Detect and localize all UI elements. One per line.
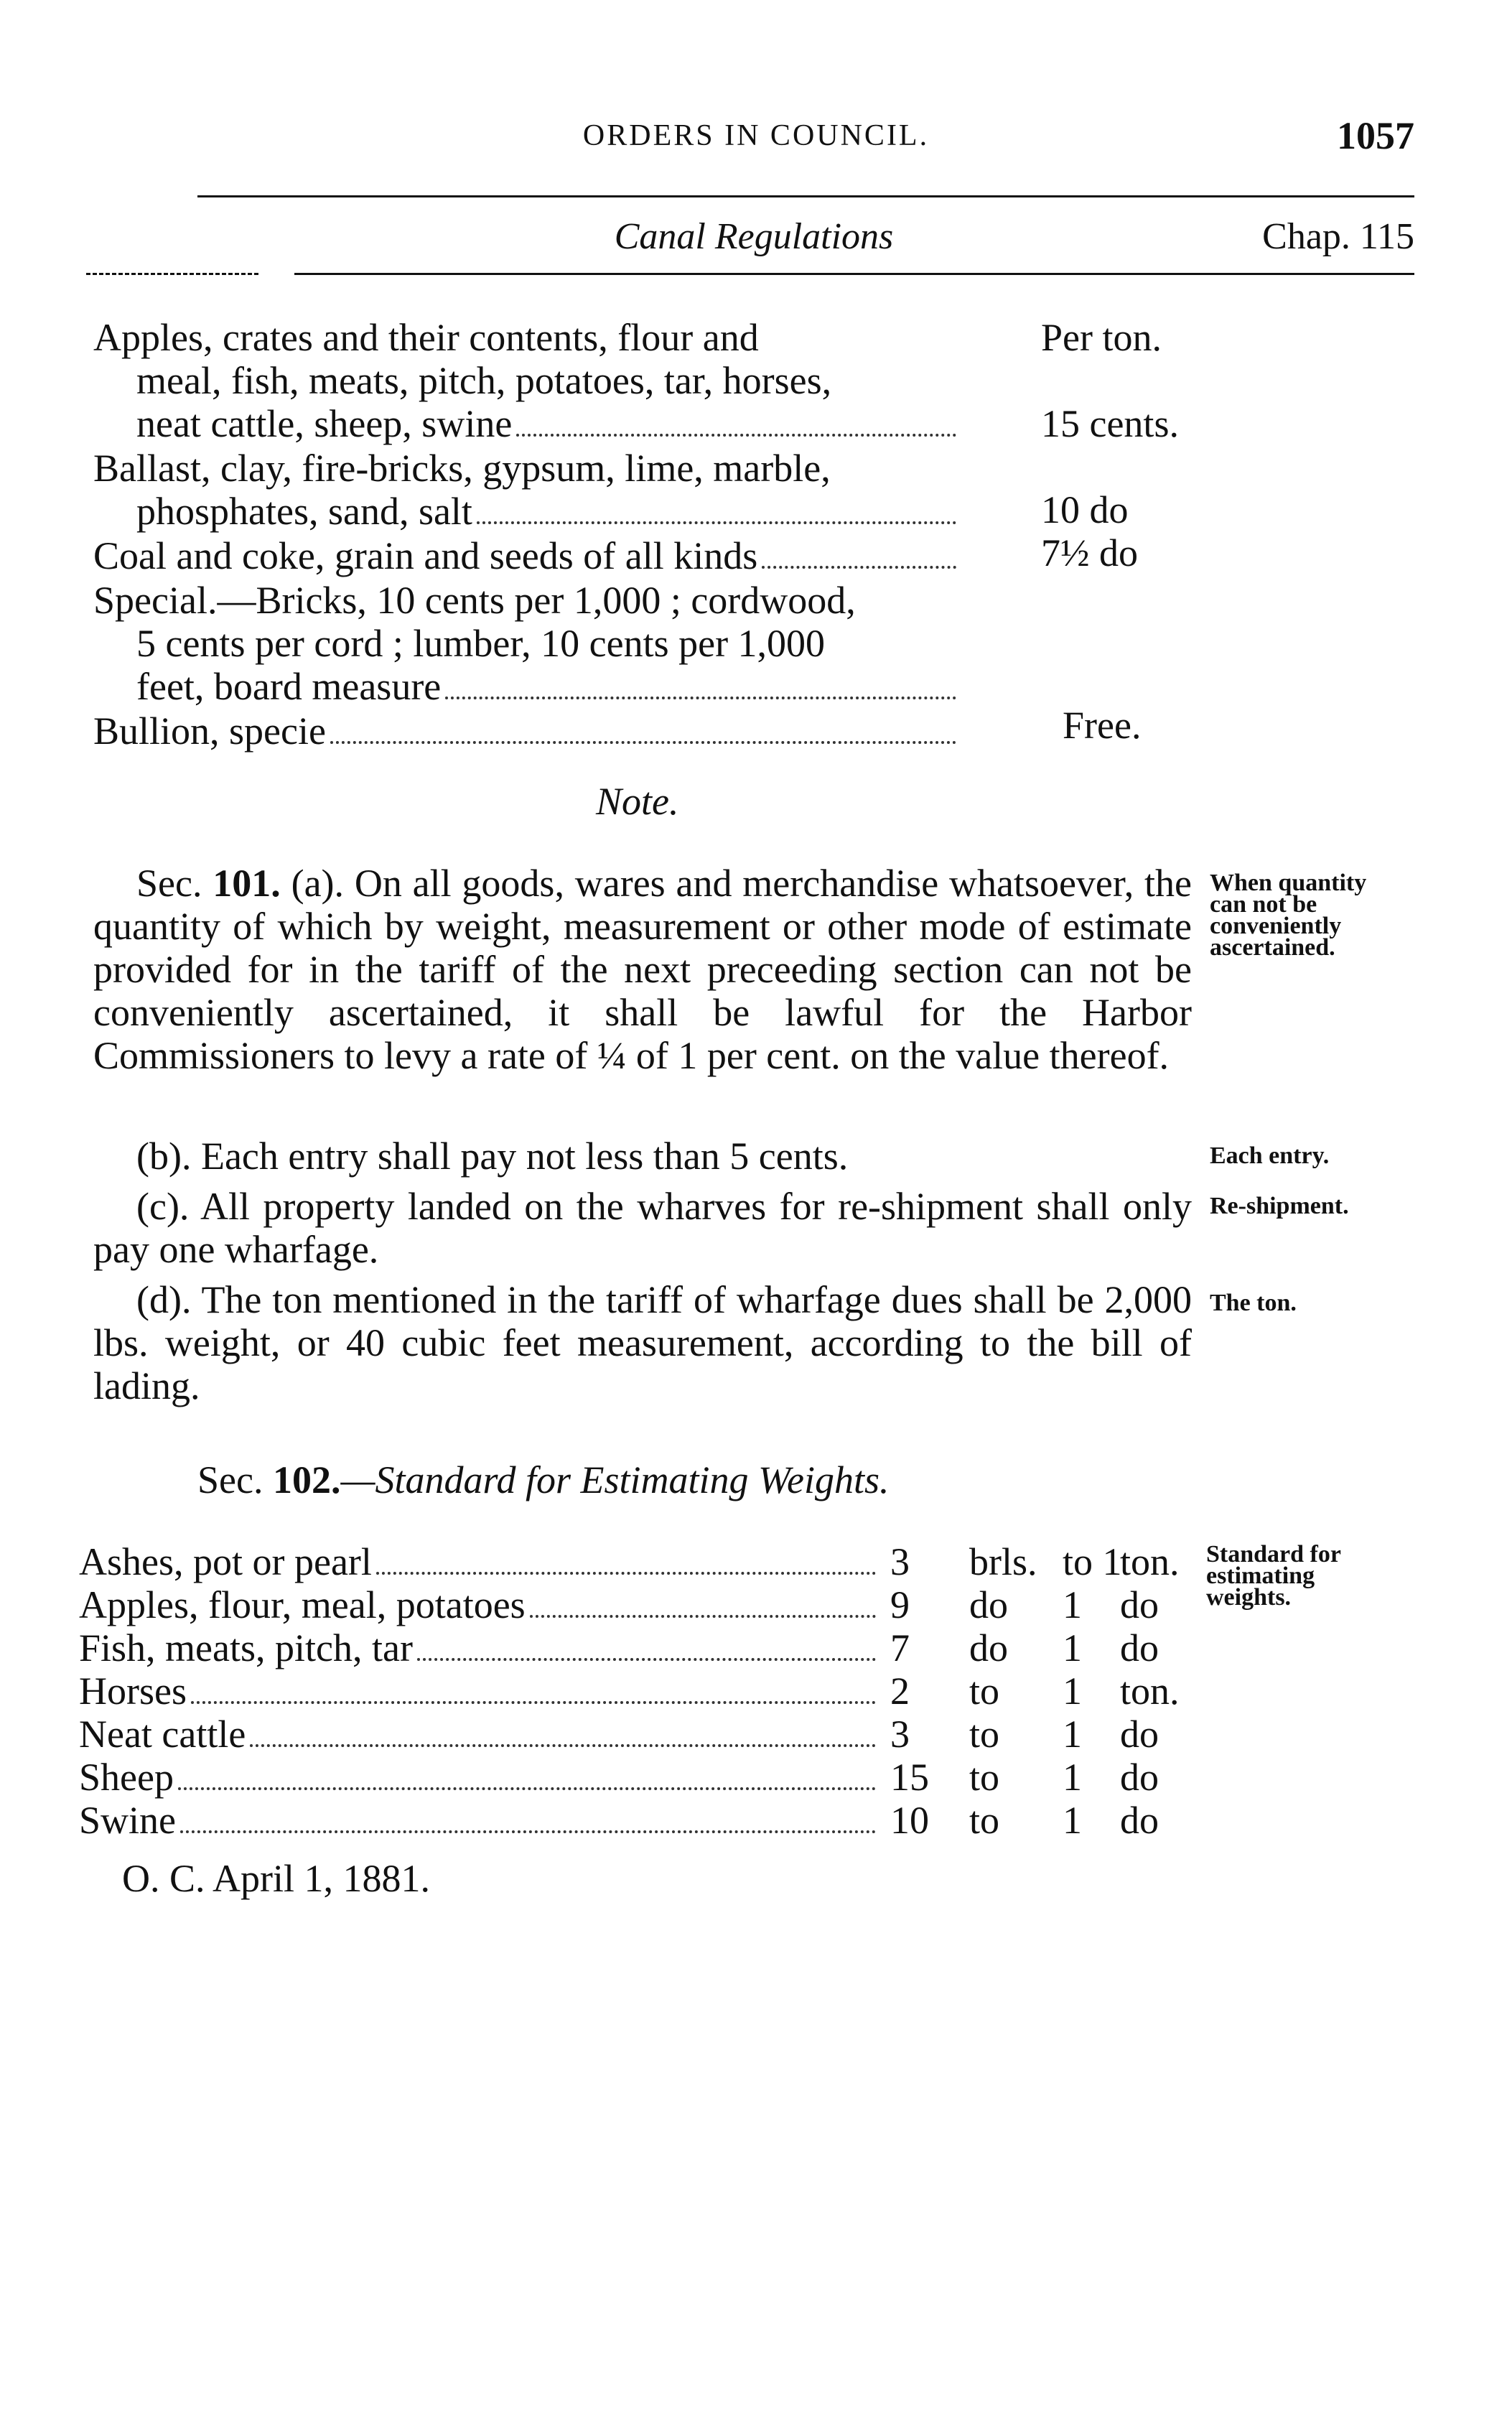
page-number: 1057: [1337, 114, 1414, 157]
weight-values: 3 to 1 do: [890, 1713, 1159, 1756]
weight-values: 15 to 1 do: [890, 1756, 1159, 1799]
header-rule-top: [197, 195, 1414, 197]
tariff-row: [93, 447, 962, 534]
tariff-line: Ballast, clay, fire-bricks, gypsum, lime, marble,: [93, 447, 831, 490]
weight-row: Ashes, pot or pearl: [79, 1540, 883, 1585]
running-title: ORDERS IN COUNCIL.: [582, 119, 930, 152]
tariff-line: 5 cents per cord ; lumber, 10 cents per 1,000: [136, 622, 826, 665]
rate-value: 10 do: [1041, 488, 1129, 531]
tariff-rates: [1041, 316, 1256, 747]
section-title: Canal Regulations: [614, 216, 894, 257]
margin-note-c: Re-shipment.: [1210, 1193, 1349, 1219]
section-101-b: (b). Each entry shall pay not less than 5 cents.: [136, 1135, 849, 1178]
weight-row: Sheep: [79, 1756, 883, 1800]
weight-row: Horses: [79, 1669, 883, 1714]
tariff-block: [93, 316, 962, 754]
rate-value: Free.: [1063, 704, 1142, 747]
tariff-row: [93, 579, 962, 709]
weight-row: Apples, flour, meal, potatoes: [79, 1583, 883, 1628]
chapter-label: Chap. 115: [1262, 216, 1414, 257]
weight-values: 2 to 1 ton.: [890, 1669, 1180, 1713]
tariff-row: [93, 709, 962, 754]
margin-note-standard: Standard for estimating weights.: [1206, 1541, 1341, 1611]
tariff-line: Special.—Bricks, 10 cents per 1,000 ; cordwood,: [93, 579, 856, 622]
header-rule-bottom: [294, 273, 1414, 275]
section-102-heading: Sec. 102.—Standard for Estimating Weights.: [197, 1458, 890, 1501]
tariff-line: Apples, crates and their contents, flour and: [93, 316, 759, 359]
margin-note-b: Each entry.: [1210, 1142, 1330, 1169]
tariff-line: meal, fish, meats, pitch, potatoes, tar, horses,: [136, 359, 832, 402]
margin-note-d: The ton.: [1210, 1290, 1297, 1316]
header-rule-dashed: [86, 273, 258, 275]
margin-note-a: When quantity can not be conveniently ascertained.: [1210, 870, 1367, 961]
tariff-line: Coal and coke, grain and seeds of all kinds: [93, 534, 758, 577]
tariff-row: [93, 534, 962, 579]
tariff-line: neat cattle, sheep, swine: [136, 402, 513, 445]
section-101-a: Sec. 101. (a). On all goods, wares and merchandise whatsoever, the quantity of which by weight, measurement or other mode of estimate provided for in the tariff of the next preceeding section can not be conveniently ascertained, it shall be lawful for the Harbor Commissioners to levy a rate of ¼ of 1 per cent. on the value thereof.: [93, 862, 1192, 1077]
section-101-c: (c). All property landed on the wharves for re-shipment shall only pay one wharfage.: [93, 1185, 1192, 1271]
weight-values: 10 to 1 do: [890, 1799, 1159, 1842]
rate-unit: Per ton.: [1041, 316, 1162, 359]
weight-values: 7 do 1 do: [890, 1626, 1159, 1669]
note-title: Note.: [596, 780, 679, 823]
weight-values: 3 brls. to 1ton.: [890, 1540, 1180, 1583]
section-101-d: (d). The ton mentioned in the tariff of wharfage dues shall be 2,000 lbs. weight, or 40 cubic feet measurement, according to the bill of lading.: [93, 1278, 1192, 1407]
tariff-row: [93, 316, 962, 447]
order-date: O. C. April 1, 1881.: [122, 1857, 431, 1900]
weight-row: Swine: [79, 1799, 883, 1843]
rate-value: 15 cents.: [1041, 402, 1179, 445]
tariff-line: Bullion, specie: [93, 709, 326, 753]
weight-row: Fish, meats, pitch, tar: [79, 1626, 883, 1671]
weight-values: 9 do 1 do: [890, 1583, 1159, 1626]
rate-value: 7½ do: [1041, 531, 1138, 574]
weight-row: Neat cattle: [79, 1713, 883, 1757]
tariff-line: feet, board measure: [136, 665, 442, 708]
tariff-line: phosphates, sand, salt: [136, 490, 472, 533]
